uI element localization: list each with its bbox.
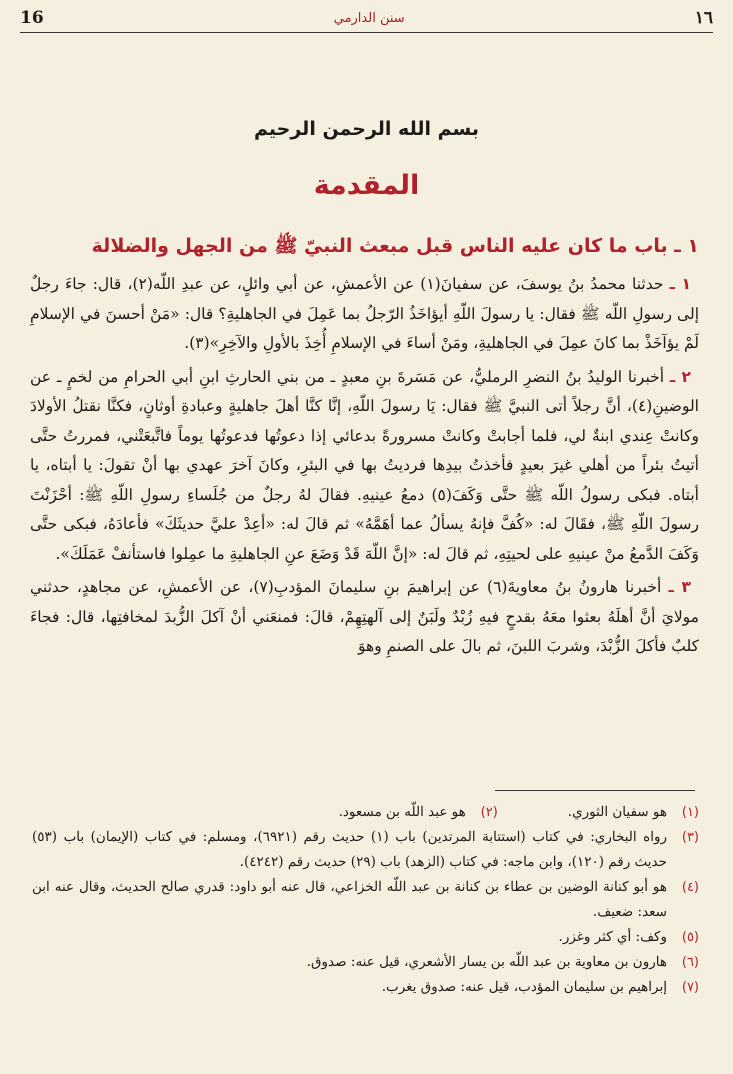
basmala-calligraphy: بسم الله الرحمن الرحيم xyxy=(254,118,479,140)
footnote-3: (٣) رواه البخاري: في كتاب (استتابة المرتدين) باب (١) حديث رقم (٦٩٢١)، ومسلم: في كتاب (الإيمان) باب (٥٣) حديث رقم (١٢٠)، وابن ماجه: في كتاب (الزهد) باب (٢٩) حديث رقم (٤٢٤٢). xyxy=(32,829,699,870)
hadith-number: ١ ـ xyxy=(669,275,691,293)
footnote-5: (٥) وكف: أي كثر وغزر. xyxy=(558,929,699,945)
main-text xyxy=(30,234,699,666)
hadith-3 xyxy=(30,573,699,662)
footnote-7: (٧) إبراهيم بن سليمان المؤدب، قيل عنه: صدوق يغرب. xyxy=(381,979,699,995)
footnote-4: (٤) هو أبو كنانة الوضين بن عطاء بن كنانة بن عبد اللّه الخزاعي، قال عنه أبو داود: قدري صالح الحديث، وقال عنه ابن سعد: ضعيف. xyxy=(32,879,699,920)
page-number-latin: 16 xyxy=(20,8,44,28)
hadith-text: حدثنا محمدُ بنُ يوسفَ، عن سفيانَ(١) عن الأعمشِ، عن أبي وائلٍ، عن عبدِ اللّه(٢)، قال: جاءَ رجلٌ إلى رسولِ اللّه ﷺ فقال: يا رسولَ اللّهِ أيؤاخَذُ الرّجلُ بما عَمِلَ في الجاهليةِ؟ قال: «مَنْ أحسنَ في الإسلامِ لَمْ يؤآخَذْ بما كانَ عمِلَ في الجاهليةِ، ومَنْ أساءَ في الإسلامِ أُخِذَ بالأولِ والآخِرِ»(٣). xyxy=(30,275,699,352)
footnote-pair xyxy=(32,800,699,825)
chapter-heading: ١ ـ باب ما كان عليه الناس قبل مبعث النبيّ ﷺ من الجهل والضلالة xyxy=(91,235,699,257)
page-header xyxy=(20,4,713,33)
hadith-text: أخبرنا هارونُ بنُ معاويةَ(٦) عن إبراهيمَ بنِ سليمانَ المؤدبِ(٧)، عن الأعمشِ، عن مجاهدٍ، حدثني مولايَ أنَّ أهلَهُ بعثوا معَهُ بقدحٍ فيهِ زُبْدٌ ولَبَنٌ إلى آلهتِهِمْ، قالَ: فمنعَني أنْ آكلَ الزُّبدَ لمخافتِها، قال: فجاءَ كلبٌ فأكلَ الزُّبْدَ، وشربَ اللبنَ، ثم بالَ على الصنمِ وهوَ xyxy=(30,578,699,655)
footnote-1: (١) هو سفيان الثوري. xyxy=(567,804,699,820)
page-number-arabic: ١٦ xyxy=(694,8,713,28)
hadith-1 xyxy=(30,270,699,359)
footnotes xyxy=(32,800,699,1000)
hadith-number: ٣ ـ xyxy=(668,578,691,596)
hadith-text: أخبرنا الوليدُ بنُ النضرِ الرمليُّ، عن مَسَرةَ بنِ معبدٍ ـ من بني الحارثِ ابنِ أبي الحرامِ من لخمٍ ـ عن الوضينِ(٤)، أنَّ رجلاً أتى النبيَّ ﷺ فقال: يَا رسولَ اللّهِ، إنَّا كنَّا أهلَ جاهليةٍ وعبادةِ أوثانٍ، فكنَّا نقتلُ الأولادَ وكانتْ عِندي ابنةٌ لي، فلما أجابتْ وكانتْ مسرورةً بدعائي إذا دعوتُها فدعوتُها يوماً فاتَّبعَتْني، فمررتُ حتَّى أتيتُ بئراً من أهلي غيرَ بعيدٍ فأخذتُ بيدِها فرديتُ بها في البئرِ، وكانَ آخرَ عهدي بها أنْ تقولَ: يا أبتاه، يا أبتاه. فبكى رسولُ اللّه ﷺ حتَّى وَكَفَ(٥) دمعُ عينيهِ. فقالَ لهُ رجلٌ من جُلَساءِ رسولِ اللّهِ ﷺ: أحْزَنْتَ رسولَ اللّهِ ﷺ، فقَالَ له: «كُفَّ فإنهُ يسألُ عما أهَمَّهُ» ثم قالَ له: «أعِدْ عليَّ حديثَكَ» فأعادَهُ، فبكى حتَّى وَكَفَ الدَّمعُ منْ عينيهِ على لحيتِهِ، ثم قالَ له: «إنَّ اللّهَ قَدْ وَضَعَ عنِ الجاهليةِ ما عمِلوا فاستأنفْ عَمَلَكَ». xyxy=(30,367,699,563)
footnote-divider xyxy=(495,790,695,791)
footnote-6: (٦) هارون بن معاوية بن عبد اللّه بن يسار الأشعري، قيل عنه: صدوق. xyxy=(306,954,699,970)
footnote-2: (٢) هو عبد اللّه بن مسعود. xyxy=(338,804,498,820)
hadith-number: ٢ ـ xyxy=(669,367,691,386)
section-title: المقدمة xyxy=(313,170,420,201)
hadith-2 xyxy=(30,363,699,570)
running-title: سنن الدارمي xyxy=(333,10,405,26)
